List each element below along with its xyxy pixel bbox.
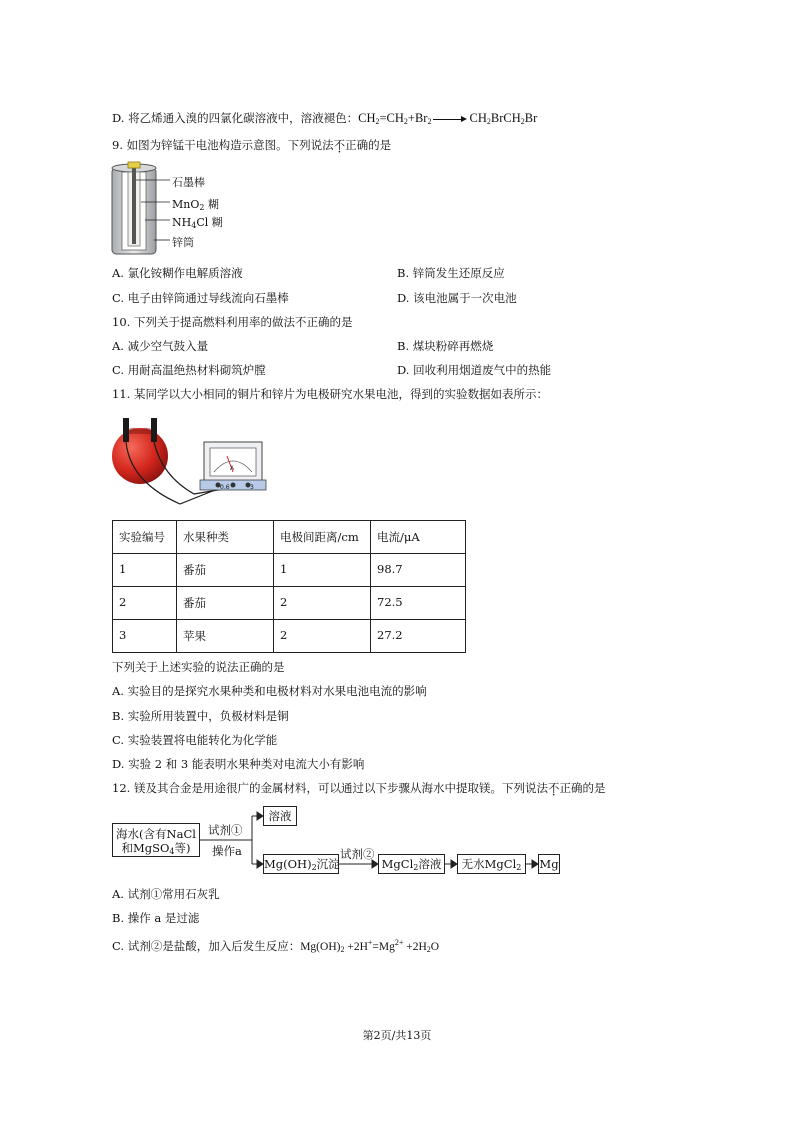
table-cell: 1 (274, 554, 371, 587)
q12-equation: $Mg(OH)_2 +2H^+=Mg^{2+} +2H_2O$ (300, 938, 440, 954)
operation-a-label: 操作a (212, 844, 242, 858)
meter-unit-label: A (230, 465, 235, 472)
q11-option-d: D. 实验 2 和 3 能表明水果种类对电流大小有影响 (112, 757, 365, 771)
q11-stem: 11. 某同学以大小相同的铜片和锌片为电极研究水果电池，得到的实验数据如表所示： (112, 387, 548, 401)
q11-option-b: B. 实验所用装置中，负极材料是铜 (112, 709, 289, 723)
mg-box: Mg (538, 854, 560, 874)
q10-stem: 10. 下列关于提高燃料利用率的做法不正确的是 (112, 315, 353, 329)
table-cell: 2 (274, 620, 371, 653)
table-header-cell: 电极间距离/cm (274, 521, 371, 554)
table-header-cell: 电流/μA (371, 521, 466, 554)
table-cell: 3 (113, 620, 177, 653)
q9-option-d: D. 该电池属于一次电池 (397, 291, 517, 305)
meter-terminal-0.6: 0.6 (220, 484, 230, 491)
q9-option-c: C. 电子由锌筒通过导线流向石墨棒 (112, 291, 289, 305)
table-cell: 1 (113, 554, 177, 587)
label-graphite-rod: 石墨棒 (172, 176, 205, 189)
q12-option-b: B. 操作 a 是过滤 (112, 911, 200, 925)
reagent-1-label: 试剂① (208, 823, 243, 837)
q9-option-a: A. 氯化铵糊作电解质溶液 (112, 266, 243, 280)
reagent-2-label: 试剂② (340, 847, 375, 861)
q8-option-d-text: D. 将乙烯通入溴的四氯化碳溶液中，溶液褪色： (112, 111, 359, 125)
page-footer: 第2页/共13页 (362, 1029, 432, 1042)
emphasis-dot: 不 (333, 138, 346, 152)
q11-option-a: A. 实验目的是探究水果种类和电极材料对水果电池电流的影响 (112, 684, 427, 698)
table-header-cell: 水果种类 (177, 521, 274, 554)
q11-option-c: C. 实验装置将电能转化为化学能 (112, 733, 278, 747)
table-cell: 2 (113, 587, 177, 620)
table-cell: 苹果 (177, 620, 274, 653)
mgcl2-solution-box: MgCl$_2$溶液 (378, 854, 445, 874)
table-cell: 番茄 (177, 554, 274, 587)
label-mno2-paste: MnO$_2$ 糊 (172, 198, 219, 212)
emphasis-dot: 不 (547, 781, 560, 795)
q10-option-c: C. 用耐高温绝热材料砌筑炉膛 (112, 363, 266, 377)
anhydrous-mgcl2-box: 无水MgCl$_2$ (457, 854, 526, 874)
label-nh4cl-paste: $NH_4Cl$ 糊 (172, 216, 223, 230)
table-cell: 番茄 (177, 587, 274, 620)
q10-option-a: A. 减少空气鼓入量 (112, 339, 209, 353)
q10-option-d: D. 回收利用烟道废气中的热能 (397, 363, 552, 377)
q9-stem: 9. 如图为锌锰干电池构造示意图。下列说法不正确的是 (112, 138, 392, 152)
table-cell: 72.5 (371, 587, 466, 620)
q12-option-a: A. 试剂①常用石灰乳 (112, 887, 220, 901)
table-cell: 2 (274, 587, 371, 620)
q11-question: 下列关于上述实验的说法正确的是 (112, 660, 285, 674)
q9-option-b: B. 锌筒发生还原反应 (397, 266, 505, 280)
q8-equation: $CH_2=CH_2+Br_2$ $CH_2BrCH_2Br$ (358, 111, 538, 126)
q10-option-b: B. 煤块粉碎再燃烧 (397, 339, 494, 353)
q12-option-c: C. 试剂②是盐酸，加入后发生反应：$Mg(OH)_2 +2H^+=Mg^{2+} +2H_2O$ (112, 938, 440, 954)
meter-terminal-3: 3 (250, 484, 254, 491)
solution-box: 溶液 (263, 806, 297, 826)
label-zinc-can: 锌筒 (172, 236, 194, 249)
q12-stem: 12. 镁及其合金是用途很广的金属材料，可以通过以下步骤从海水中提取镁。下列说法不正确的是 (112, 781, 606, 795)
table-cell: 27.2 (371, 620, 466, 653)
table-cell: 98.7 (371, 554, 466, 587)
table-header-cell: 实验编号 (113, 521, 177, 554)
seawater-box: 海水(含有NaCl 和MgSO$_4$等) (112, 823, 200, 857)
mgoh2-precipitate-box: $Mg(OH)_2$沉淀 (263, 854, 339, 874)
